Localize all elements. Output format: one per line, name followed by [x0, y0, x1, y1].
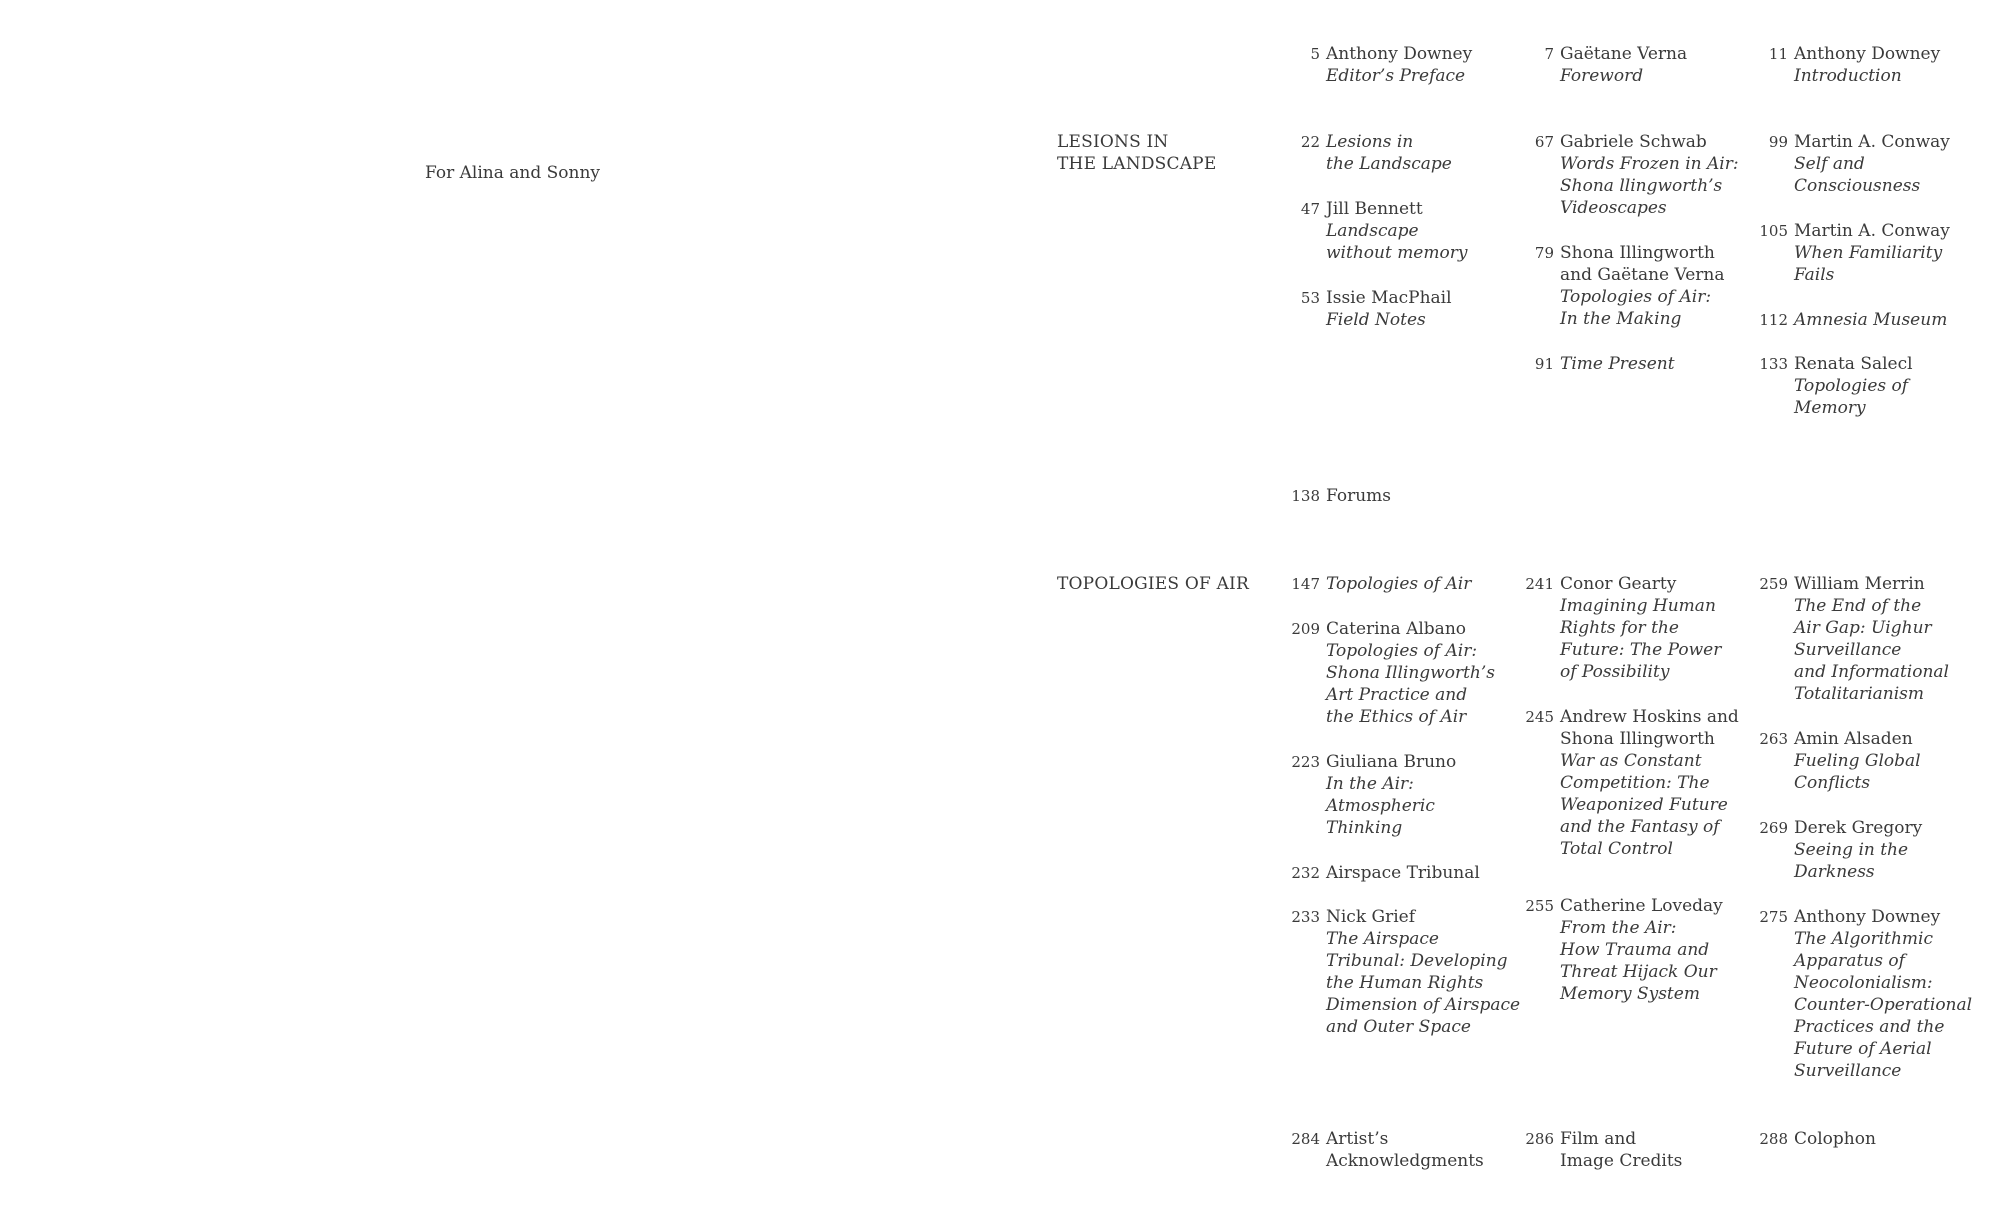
page-number: 133	[1759, 355, 1788, 373]
entry-text	[1794, 131, 1999, 197]
entry-title: Topologies of	[1794, 376, 1909, 396]
entry-title: Future: The Power	[1560, 640, 1722, 660]
entry-text	[1326, 1128, 1531, 1172]
section-heading-lesions: LESIONS IN THE LANDSCAPE	[1057, 132, 1217, 174]
entry-title: Lesions in	[1326, 132, 1414, 152]
page-number: 147	[1291, 575, 1320, 593]
entry-text	[1560, 43, 1765, 87]
entry-title: Total Control	[1560, 839, 1673, 859]
entry-title: Editor’s Preface	[1326, 66, 1466, 86]
entry-author: Acknowledgments	[1326, 1151, 1484, 1171]
entry-author: Image Credits	[1560, 1151, 1683, 1171]
entry-text	[1560, 131, 1765, 219]
page-number: 138	[1291, 487, 1320, 505]
entry-text	[1560, 895, 1765, 1005]
page-number: 79	[1534, 244, 1554, 262]
entry-title: the Landscape	[1326, 154, 1452, 174]
entry-text	[1326, 287, 1531, 331]
page-number: 232	[1291, 864, 1320, 882]
entry-title: Surveillance	[1794, 640, 1902, 660]
entry-author: Anthony Downey	[1794, 44, 1941, 64]
entry-title: Fueling Global	[1794, 751, 1921, 771]
page-number: 112	[1759, 311, 1788, 329]
entry-author: Catherine Loveday	[1560, 896, 1723, 916]
entry-title: Darkness	[1794, 862, 1875, 882]
entry-author: Gabriele Schwab	[1560, 132, 1707, 152]
entry-title: Foreword	[1560, 66, 1644, 86]
entry-title: Memory	[1794, 398, 1866, 418]
entry-title: Counter-Operational	[1794, 995, 1973, 1015]
entry-title: In the Air:	[1326, 774, 1414, 794]
entry-author: Andrew Hoskins and	[1560, 707, 1739, 727]
entry-text	[1326, 198, 1531, 264]
entry-title: and Informational	[1794, 662, 1949, 682]
entry-author: Artist’s	[1326, 1129, 1389, 1149]
entry-title: Topologies of Air:	[1326, 641, 1478, 661]
entry-text	[1560, 242, 1765, 330]
entry-text	[1794, 43, 1999, 87]
entry-title: Topologies of Air	[1326, 574, 1472, 594]
entry-title: War as Constant	[1560, 751, 1702, 771]
entry-title: the Ethics of Air	[1326, 707, 1467, 727]
entry-title: Competition: The	[1560, 773, 1710, 793]
entry-author: Airspace Tribunal	[1326, 863, 1480, 883]
entry-author: Issie MacPhail	[1326, 288, 1452, 308]
entry-author: Amin Alsaden	[1794, 729, 1913, 749]
page-number: 91	[1534, 355, 1554, 373]
entry-author: Nick Grief	[1326, 907, 1416, 927]
page-number: 259	[1759, 575, 1788, 593]
entry-text	[1794, 573, 1999, 705]
page-number: 284	[1291, 1130, 1320, 1148]
entry-text	[1326, 43, 1531, 87]
page-number: 7	[1544, 45, 1554, 63]
entry-title: Landscape	[1326, 221, 1419, 241]
entry-title: Shona llingworth’s	[1560, 176, 1723, 196]
entry-author: Martin A. Conway	[1794, 221, 1950, 241]
page-number: 22	[1300, 133, 1320, 151]
entry-title: Self and	[1794, 154, 1865, 174]
entry-title: Air Gap: Uighur	[1794, 618, 1932, 638]
entry-author: Conor Gearty	[1560, 574, 1677, 594]
entry-text	[1794, 906, 1999, 1082]
entry-title: Future of Aerial	[1794, 1039, 1932, 1059]
entry-author: Renata Salecl	[1794, 354, 1913, 374]
dedication: For Alina and Sonny	[425, 163, 601, 183]
entry-text	[1794, 353, 1999, 419]
entry-text	[1326, 131, 1531, 175]
page-number: 241	[1525, 575, 1554, 593]
entry-title: Words Frozen in Air:	[1560, 154, 1739, 174]
page-number: 233	[1291, 908, 1320, 926]
entry-title: Apparatus of	[1794, 951, 1905, 971]
page-number: 269	[1759, 819, 1788, 837]
entry-text	[1560, 573, 1765, 683]
entry-title: Shona Illingworth’s	[1326, 663, 1495, 683]
page-number: 5	[1310, 45, 1320, 63]
entry-text	[1794, 1128, 1999, 1150]
entry-title: Field Notes	[1326, 310, 1426, 330]
entry-title: Surveillance	[1794, 1061, 1902, 1081]
entry-title: Tribunal: Developing	[1326, 951, 1508, 971]
entry-title: Weaponized Future	[1560, 795, 1728, 815]
entry-text	[1560, 706, 1765, 860]
page-number: 11	[1768, 45, 1788, 63]
entry-title: Dimension of Airspace	[1326, 995, 1521, 1015]
entry-title: Introduction	[1794, 66, 1902, 86]
entry-title: In the Making	[1560, 309, 1682, 329]
entry-title: and the Fantasy of	[1560, 817, 1720, 837]
entry-text	[1794, 817, 1999, 883]
entry-author: Shona Illingworth	[1560, 729, 1715, 749]
entry-author: Shona Illingworth	[1560, 243, 1715, 263]
entry-author: Giuliana Bruno	[1326, 752, 1457, 772]
entry-author: Anthony Downey	[1794, 907, 1941, 927]
entry-title: Time Present	[1560, 354, 1675, 374]
entry-author: Caterina Albano	[1326, 619, 1467, 639]
entry-author: Gaëtane Verna	[1560, 44, 1688, 64]
entry-title: Videoscapes	[1560, 198, 1667, 218]
entry-text	[1326, 906, 1531, 1038]
entry-title: The Algorithmic	[1794, 929, 1934, 949]
entry-title: When Familiarity	[1794, 243, 1943, 263]
entry-text	[1794, 728, 1999, 794]
entry-title: Threat Hijack Our	[1560, 962, 1717, 982]
entry-author: Forums	[1326, 486, 1392, 506]
entry-title: Atmospheric	[1326, 796, 1435, 816]
entry-title: Imagining Human	[1560, 596, 1716, 616]
page-number: 245	[1525, 708, 1554, 726]
entry-text	[1794, 309, 1999, 331]
page-number: 209	[1291, 620, 1320, 638]
page-number: 67	[1534, 133, 1554, 151]
entry-title: and Outer Space	[1326, 1017, 1471, 1037]
entry-title: Topologies of Air:	[1560, 287, 1712, 307]
entry-author: Colophon	[1794, 1129, 1876, 1149]
page-number: 99	[1768, 133, 1788, 151]
entry-text	[1326, 751, 1531, 839]
page-number: 263	[1759, 730, 1788, 748]
entry-title: From the Air:	[1560, 918, 1677, 938]
entry-title: How Trauma and	[1560, 940, 1710, 960]
entry-title: Totalitarianism	[1794, 684, 1924, 704]
page-number: 255	[1525, 897, 1554, 915]
entry-title: of Possibility	[1560, 662, 1670, 682]
page-number: 286	[1525, 1130, 1554, 1148]
entry-title: Memory System	[1560, 984, 1700, 1004]
entry-title: Neocolonialism:	[1794, 973, 1933, 993]
page-number: 275	[1759, 908, 1788, 926]
page-number: 47	[1300, 200, 1320, 218]
entry-text	[1326, 485, 1531, 507]
entry-author: Film and	[1560, 1129, 1637, 1149]
entry-title: Thinking	[1326, 818, 1403, 838]
entry-title: The End of the	[1794, 596, 1922, 616]
entry-text	[1560, 353, 1765, 375]
page-number: 288	[1759, 1130, 1788, 1148]
entry-title: Consciousness	[1794, 176, 1921, 196]
entry-title: Art Practice and	[1326, 685, 1468, 705]
entry-title: Practices and the	[1794, 1017, 1945, 1037]
page-number: 53	[1300, 289, 1320, 307]
entry-text	[1326, 573, 1531, 595]
entry-author: Jill Bennett	[1326, 199, 1423, 219]
entry-author: Martin A. Conway	[1794, 132, 1950, 152]
entry-text	[1326, 618, 1531, 728]
entry-title: Amnesia Museum	[1794, 310, 1948, 330]
entry-author: Derek Gregory	[1794, 818, 1923, 838]
entry-title: without memory	[1326, 243, 1468, 263]
entry-author: William Merrin	[1794, 574, 1925, 594]
entry-author: Anthony Downey	[1326, 44, 1473, 64]
entry-title: Rights for the	[1560, 618, 1679, 638]
entry-title: the Human Rights	[1326, 973, 1484, 993]
entry-title: Fails	[1794, 265, 1835, 285]
entry-text	[1560, 1128, 1765, 1172]
entry-text	[1326, 862, 1531, 884]
page-number: 223	[1291, 753, 1320, 771]
entry-title: Seeing in the	[1794, 840, 1909, 860]
entry-title: The Airspace	[1326, 929, 1439, 949]
entry-title: Conflicts	[1794, 773, 1871, 793]
entry-text	[1794, 220, 1999, 286]
page-number: 105	[1759, 222, 1788, 240]
entry-author: and Gaëtane Verna	[1560, 265, 1725, 285]
section-heading-topologies: TOPOLOGIES OF AIR	[1057, 574, 1249, 594]
